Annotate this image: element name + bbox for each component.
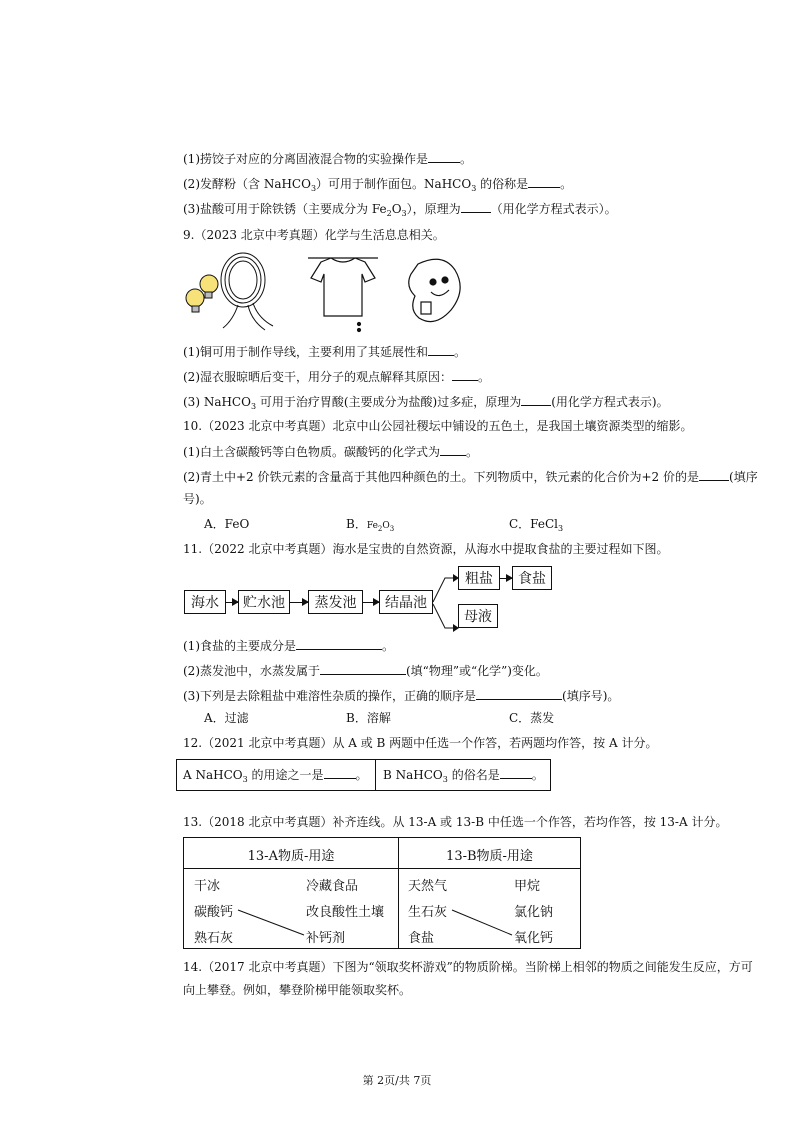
answer-blank[interactable]: [428, 343, 454, 356]
q13-matching-table: [183, 837, 581, 949]
answer-blank[interactable]: [452, 368, 478, 381]
answer-blank[interactable]: [699, 468, 729, 481]
q9-illustration: [183, 248, 473, 334]
q10-option-a[interactable]: A．FeO: [204, 517, 250, 531]
flow-arrow: [500, 578, 512, 579]
q13-b-substance[interactable]: 天然气: [408, 879, 448, 894]
q13-a-substance[interactable]: 熟石灰: [194, 931, 234, 946]
answer-blank[interactable]: [500, 766, 532, 779]
q9-part1: (1)铜可用于制作导线，主要利用了其延展性和 。: [183, 345, 467, 359]
q12-option-a[interactable]: A NaHCO$_3$ 的用途之一是 。: [183, 768, 368, 784]
q12-option-b[interactable]: B NaHCO$_3$ 的俗名是 。: [383, 768, 544, 784]
q10-option-b[interactable]: B．$Fe_2O_3$: [346, 517, 395, 533]
q11-option-c[interactable]: C．蒸发: [509, 711, 555, 725]
q10-option-c[interactable]: C．FeCl$_3$: [509, 517, 564, 533]
flow-box-table-salt: 食盐: [512, 566, 552, 590]
q13-b-use[interactable]: 氯化钠: [514, 905, 554, 920]
flow-arrow: [226, 602, 238, 603]
answer-blank[interactable]: [324, 766, 356, 779]
divider: [375, 760, 376, 790]
q13-b-substance[interactable]: 食盐: [408, 931, 435, 946]
q13-a-substance[interactable]: 干冰: [194, 879, 221, 894]
answer-blank[interactable]: [476, 687, 562, 700]
q12-header: 12.（2021 北京中考真题）从 A 或 B 两题中任选一个作答，若两题均作答，按 A 计分。: [183, 736, 658, 750]
flow-box-crude-salt: 粗盐: [458, 566, 500, 590]
flow-arrow: [290, 602, 308, 603]
q14-cont: 向上攀登。例如，攀登阶梯甲能领取奖杯。: [183, 983, 412, 997]
answer-blank[interactable]: [461, 200, 491, 213]
q14-header: 14.（2017 北京中考真题）下图为“领取奖杯游戏”的物质阶梯。当阶梯上相邻的物质之间能发生反应，方可: [183, 960, 753, 974]
q9-header: 9.（2023 北京中考真题）化学与生活息息相关。: [183, 228, 445, 242]
answer-blank[interactable]: [528, 175, 560, 188]
flow-box-mother-liquor: 母液: [458, 604, 498, 628]
q8-part1-text: (1)捞饺子对应的分离固液混合物的实验操作是: [183, 152, 428, 166]
q11-part2: (2)蒸发池中，水蒸发属于 (填“物理”或“化学”)变化。: [183, 664, 548, 678]
q13-connection-lines: [184, 838, 580, 948]
q13-a-use[interactable]: 补钙剂: [306, 931, 346, 946]
q11-header: 11.（2022 北京中考真题）海水是宝贵的自然资源，从海水中提取食盐的主要过程如下图。: [183, 542, 669, 556]
q11-part3: (3)下列是去除粗盐中难溶性杂质的操作，正确的顺序是 (填序号)。: [183, 689, 620, 703]
q13-header: 13.（2018 北京中考真题）补齐连线。从 13-A 或 13-B 中任选一个作答，若均作答，按 13-A 计分。: [183, 815, 728, 829]
flow-arrow: [363, 602, 379, 603]
q10-header: 10.（2023 北京中考真题）北京中山公园社稷坛中铺设的五色土，是我国土壤资源类型的缩影。: [183, 419, 693, 433]
flow-branch-arrows: [433, 572, 459, 642]
q10-part2: (2)青土中+2 价铁元素的含量高于其他四种颜色的土。下列物质中，铁元素的化合价为+2 价的是 (填序: [183, 470, 758, 484]
q13-b-use[interactable]: 甲烷: [514, 879, 541, 894]
q13-b-title: 13-B物质-用途: [446, 849, 533, 864]
q11-option-a[interactable]: A．过滤: [204, 711, 249, 725]
flow-box-seawater: 海水: [184, 590, 226, 614]
q12-choice-table: [176, 759, 551, 791]
q13-a-title: 13-A物质-用途: [247, 849, 335, 864]
answer-blank[interactable]: [440, 443, 466, 456]
q11-part1: (1)食盐的主要成分是 。: [183, 639, 395, 653]
page-number: 第 2页/共 7页: [362, 1074, 432, 1087]
q13-a-substance[interactable]: 碳酸钙: [194, 905, 234, 920]
q13-b-use[interactable]: 氧化钙: [514, 931, 554, 946]
q10-part2-cont: 号)。: [183, 492, 212, 506]
flow-box-evaporation-pond: 蒸发池: [308, 590, 363, 614]
q9-part3: (3) NaHCO$_3$ 可用于治疗胃酸(主要成分为盐酸)过多症，原理为 (用化学方程式表示)。: [183, 395, 669, 411]
q9-part2: (2)湿衣服晾晒后变干，用分子的观点解释其原因： 。: [183, 370, 491, 384]
flow-box-reservoir: 贮水池: [238, 590, 290, 614]
stomach-icon: [409, 259, 460, 321]
q8-part1: (1)捞饺子对应的分离固液混合物的实验操作是 。: [183, 152, 473, 166]
q8-part2: (2)发酵粉（含 NaHCO$_3$）可用于制作面包。NaHCO$_3$ 的俗称是 。: [183, 177, 573, 193]
answer-blank[interactable]: [296, 637, 382, 650]
q13-a-use[interactable]: 冷藏食品: [306, 879, 359, 894]
light-bulb-icon: [186, 275, 218, 312]
q11-option-b[interactable]: B．溶解: [346, 711, 391, 725]
q10-part1: (1)白土含碳酸钙等白色物质。碳酸钙的化学式为 。: [183, 445, 479, 459]
q13-a-use[interactable]: 改良酸性土壤: [306, 905, 385, 920]
answer-blank[interactable]: [320, 662, 406, 675]
q13-b-substance[interactable]: 生石灰: [408, 905, 448, 920]
answer-blank[interactable]: [521, 393, 551, 406]
q8-part3: (3)盐酸可用于除铁锈（主要成分为 $Fe_2O_3$），原理为 （用化学方程式表示）。: [183, 202, 617, 218]
wet-shirt-icon: [308, 258, 378, 332]
copper-wire-icon: [221, 253, 273, 330]
flow-box-crystallization-pond: 结晶池: [379, 590, 433, 614]
answer-blank[interactable]: [428, 150, 460, 163]
